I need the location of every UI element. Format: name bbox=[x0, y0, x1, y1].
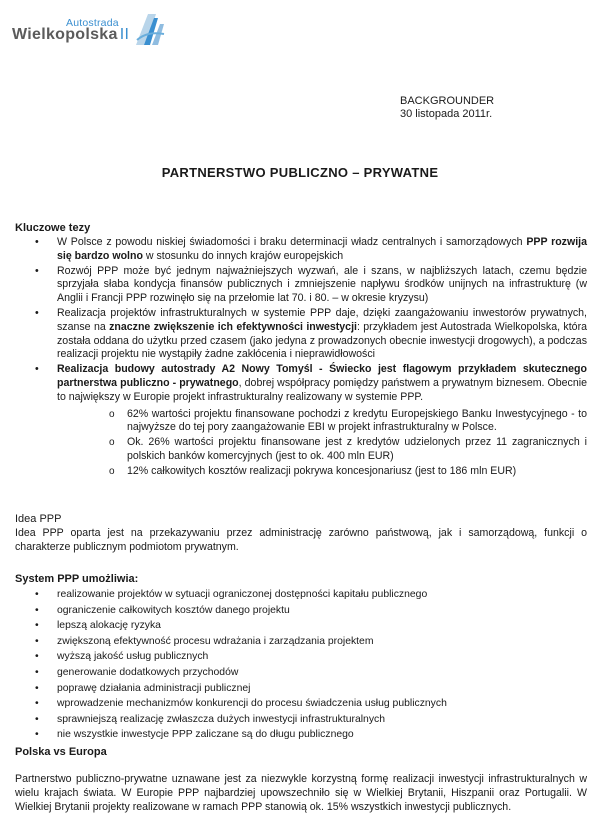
list-item: • nie wszystkie inwestycje PPP zaliczane są do długu publicznego bbox=[15, 727, 587, 743]
sub-list bbox=[57, 408, 587, 479]
list-item: • wyższą jakość usług publicznych bbox=[15, 649, 587, 665]
list-item: • zwiększoną efektywność procesu wdrażania i zarządzania projektem bbox=[15, 634, 587, 650]
doc-date: 30 listopada 2011r. bbox=[400, 108, 493, 120]
section-heading-idea: Idea PPP bbox=[15, 513, 62, 525]
item-text: , dobrej współpracy pomiędzy państwem a prywatnym biznesem. Obecnie to największy w Europie projekt infrastrukturalny realizowany w systemie PPP. bbox=[57, 376, 587, 403]
list-item bbox=[15, 307, 587, 362]
logo-name: Wielkopolska bbox=[12, 26, 118, 43]
europa-paragraph: Partnerstwo publiczno-prywatne uznawane jest za niezwykle korzystną formę realizacji inwestycji infrastrukturalnych w wielu krajach świata. W Europie PPP najbardziej upowszechniło się w Wielkiej Brytanii, Hiszpanii oraz Portugalii. W Wielkiej Brytanii projekty realizowane w ramach PPP stanowią ok. 15% wszystkich inwestycji publicznych. bbox=[15, 773, 587, 813]
logo-small-text: Autostrada bbox=[66, 17, 119, 29]
key-points-list bbox=[15, 236, 587, 480]
list-item: • lepszą alokację ryzyka bbox=[15, 618, 587, 634]
company-logo bbox=[12, 8, 172, 48]
doc-type: BACKGROUNDER bbox=[400, 95, 495, 107]
item-text: w stosunku do innych krajów europejskich bbox=[142, 249, 344, 262]
system-benefits-list bbox=[15, 587, 587, 743]
list-item: • poprawę działania administracji publicznej bbox=[15, 681, 587, 697]
section-heading-europa: Polska vs Europa bbox=[15, 746, 107, 758]
item-text: Rozwój PPP może być jednym najważniejszych wyzwań, ale i szans, w najbliższych latach, czemu będzie sprzyjała słaba kondycja finansów publicznych i zmniejszenie napływu środków unijnych na infrastrukturę (w Anglii i Francji PPP rozwinęło się na przełomie lat 70. i 80. – w okresie kryzysu) bbox=[57, 264, 587, 305]
page-title: PARTNERSTWO PUBLICZNO – PRYWATNE bbox=[161, 165, 439, 180]
sub-list-item: o 62% wartości projektu finansowane pochodzi z kredytu Europejskiego Banku Inwestycyjnego - to najwyższe do tej pory zaangażowanie EBI w projekt infrastrukturalny w Polsce. bbox=[57, 408, 587, 436]
list-item: • realizowanie projektów w sytuacji ograniczonej dostępności kapitału publicznego bbox=[15, 587, 587, 603]
list-item: • wprowadzenie mechanizmów konkurencji do procesu świadczenia usług publicznych bbox=[15, 696, 587, 712]
item-emphasis: Realizacja budowy autostrady A2 Nowy Tomyśl - Świecko jest flagowym przykładem skutecznego partnerstwa publiczno - prywatnego bbox=[57, 363, 587, 389]
document-header bbox=[400, 95, 494, 121]
list-item: • ograniczenie całkowitych kosztów danego projektu bbox=[15, 603, 587, 619]
item-emphasis: znaczne zwiększenie ich efektywności inwestycji bbox=[109, 320, 357, 333]
list-item bbox=[15, 265, 587, 306]
idea-paragraph: Idea PPP oparta jest na przekazywaniu przez administrację zarówno państwową, jak i samorządową, funkcji o charakterze publicznym podmiotom prywatnym. bbox=[15, 527, 587, 553]
item-text: W Polsce z powodu niskiej świadomości i braku determinacji władz centralnych i samorządowych bbox=[57, 236, 527, 248]
item-emphasis: PPP rozwija się bardzo wolno bbox=[57, 236, 587, 262]
sub-list-item: o 12% całkowitych kosztów realizacji pokrywa koncesjonariusz (jest to 186 mln EUR) bbox=[57, 465, 587, 479]
list-item bbox=[15, 236, 587, 264]
logo-big-text bbox=[12, 26, 129, 44]
item-text: : przykładem jest Autostrada Wielkopolska, która została oddana do użytku przed czasem (jako jedyna z prowadzonych obecnie inwestycji drogowych), a podczas realizacji projektu nie wystąpiły żadne zakłócenia i nieprawidłowości bbox=[57, 320, 587, 361]
highway-logo-icon bbox=[134, 12, 166, 46]
sub-list-item: o Ok. 26% wartości projektu finansowane jest z kredytów udzielonych przez 11 zagranicznych i polskich banków komercyjnych (jest to ok. 400 mln EUR) bbox=[57, 436, 587, 464]
item-text: Realizacja projektów infrastrukturalnych w systemie PPP daje, dzięki zaangażowaniu inwestorów prywatnych, szanse na bbox=[57, 306, 587, 333]
section-heading-kluczowe: Kluczowe tezy bbox=[15, 222, 91, 234]
section-heading-system: System PPP umożliwia: bbox=[15, 573, 139, 585]
logo-suffix: II bbox=[119, 26, 130, 43]
list-item: • generowanie dodatkowych przychodów bbox=[15, 665, 587, 681]
list-item: • sprawniejszą realizację zwłaszcza dużych inwestycji infrastrukturalnych bbox=[15, 712, 587, 728]
list-item bbox=[15, 363, 587, 478]
